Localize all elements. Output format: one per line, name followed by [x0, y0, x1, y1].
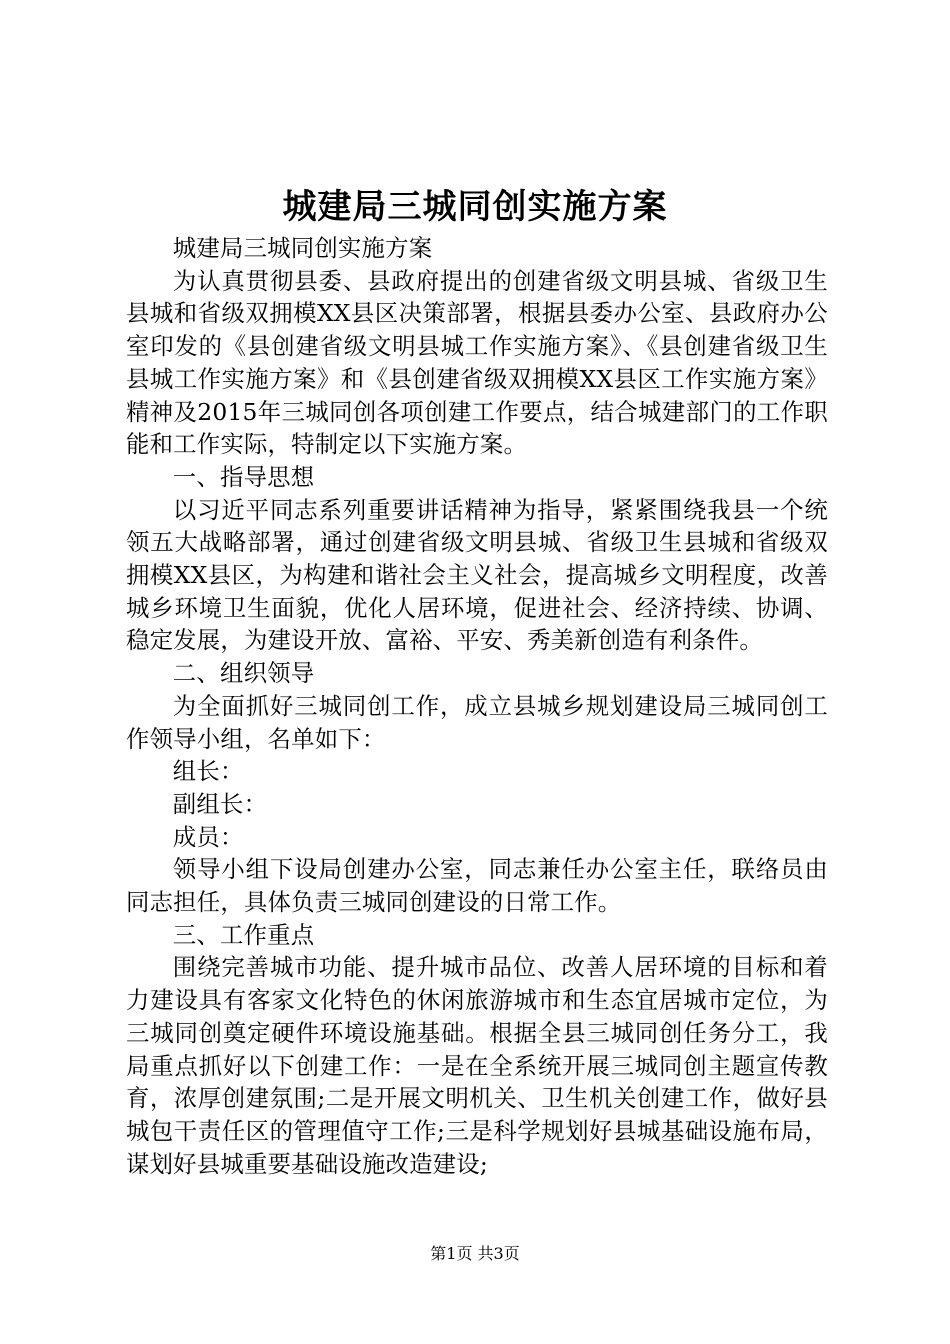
paragraph-intro: 为认真贯彻县委、县政府提出的创建省级文明县城、省级卫生县城和省级双拥模XX县区决策部署，根据县委办公室、县政府办公室印发的《县创建省级文明县城工作实施方案》、《县创建省级卫生县城工作实施方案》和《县创建省级双拥模XX县区工作实施方案》精神及2015年三城同创各项创建工作要点，结合城建部门的工作职能和工作实际，特制定以下实施方案。: [126, 266, 828, 459]
document-body: [126, 232, 828, 1180]
page-footer: 第1页 共3页: [430, 1244, 520, 1263]
section-heading-work-focus: 三、工作重点: [172, 920, 315, 949]
section-heading-guiding-ideology: 一、指导思想: [172, 462, 315, 491]
section-heading-organization: 二、组织领导: [172, 659, 315, 688]
paragraph-guiding-ideology: 以习近平同志系列重要讲话精神为指导，紧紧围绕我县一个统领五大战略部署，通过创建省级文明县城、省级卫生县城和省级双拥模XX县区，为构建和谐社会主义社会，提高城乡文明程度，改善城乡环境卫生面貌，优化人居环境，促进社会、经济持续、协调、稳定发展，为建设开放、富裕、平安、秀美新创造有利条件。: [126, 495, 828, 655]
paragraph-office: 领导小组下设局创建办公室，同志兼任办公室主任，联络员由同志担任，具体负责三城同创建设的日常工作。: [126, 855, 828, 917]
paragraph-leader: 组长：: [172, 757, 244, 786]
paragraph-organization: 为全面抓好三城同创工作，成立县城乡规划建设局三城同创工作领导小组，名单如下：: [126, 691, 828, 753]
document-title: 城建局三城同创实施方案: [282, 187, 668, 227]
paragraph-members: 成员：: [172, 822, 244, 851]
paragraph-deputy-leader: 副组长：: [172, 789, 268, 818]
paragraph-subtitle: 城建局三城同创实施方案: [172, 234, 433, 262]
paragraph-work-focus: 围绕完善城市功能、提升城市品位、改善人居环境的目标和着力建设具有客家文化特色的休闲旅游城市和生态宜居城市定位，为三城同创奠定硬件环境设施基础。根据全县三城同创任务分工，我局重点抓好以下创建工作：一是在全系统开展三城同创主题宣传教育，浓厚创建氛围;二是开展文明机关、卫生机关创建工作，做好县城包干责任区的管理值守工作;三是科学规划好县城基础设施布局，谋划好县城重要基础设施改造建设;: [126, 953, 828, 1178]
